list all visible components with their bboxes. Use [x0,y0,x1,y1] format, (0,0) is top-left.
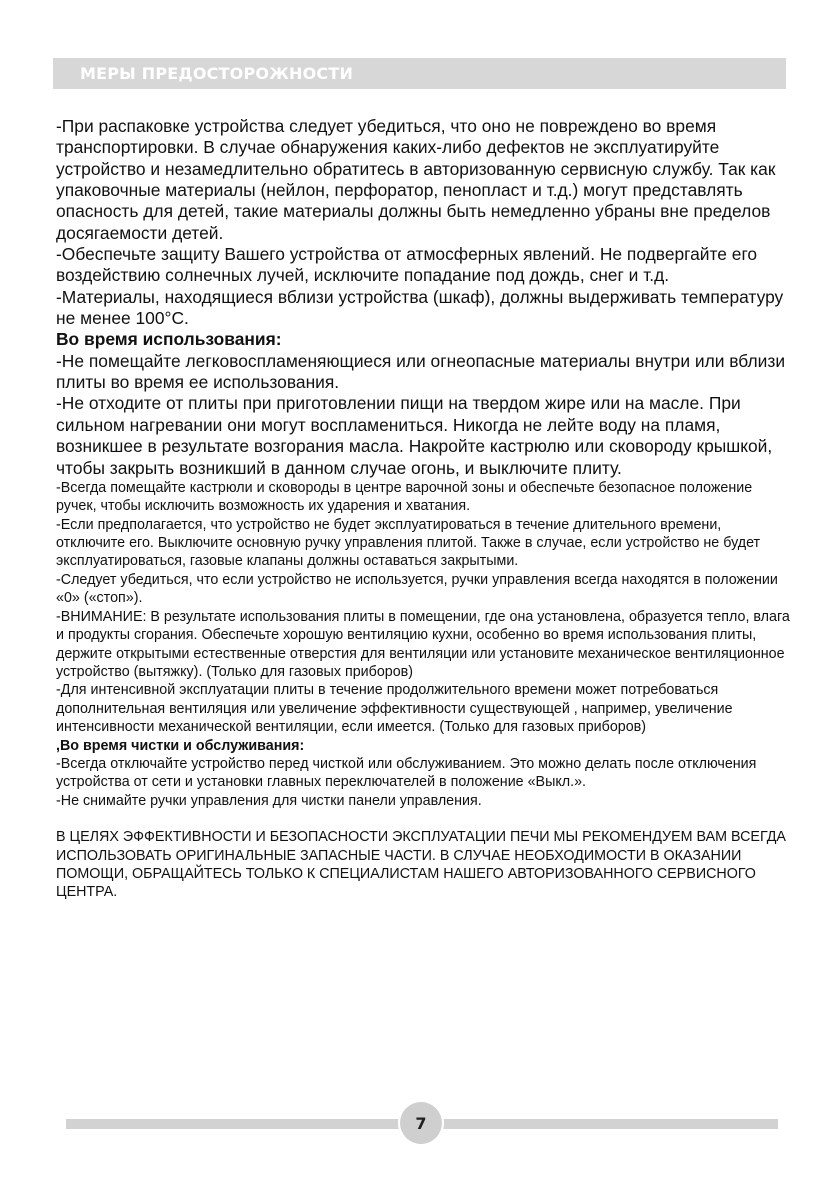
intro-paragraph-1: -При распаковке устройства следует убедиться, что оно не повреждено во время транспортировки. В случае обнаружения каких-либо дефектов не эксплуатируйте устройство и незамедлительно обратитесь в авторизованную сервисную службу. Так как упаковочные материалы (нейлон, перфоратор, пенопласт и т.д.) могут представлять опасность для детей, такие материалы должны быть немедленно убраны вне пределов досягаемости детей. [56,116,776,243]
usage-note-1: -Всегда помещайте кастрюли и сковороды в центре варочной зоны и обеспечьте безопасное положение ручек, чтобы исключить возможность их ударения и хватания. [56,479,753,515]
spare-parts-notice: В ЦЕЛЯХ ЭФФЕКТИВНОСТИ И БЕЗОПАСНОСТИ ЭКСПЛУАТАЦИИ ПЕЧИ МЫ РЕКОМЕНДУЕМ ВАМ ВСЕГДА ИСПОЛЬЗОВАТЬ ОРИГИНАЛЬНЫЕ ЗАПАСНЫЕ ЧАСТИ. В СЛУЧАЕ НЕОБХОДИМОСТИ В ОКАЗАНИИ ПОМОЩИ, ОБРАЩАЙТЕСЬ ТОЛЬКО К СПЕЦИАЛИСТАМ НАШЕГО АВТОРИЗОВАННОГО СЕРВИСНОГО ЦЕНТРА. [56,829,786,901]
cleaning-paragraph-2: -Не снимайте ручки управления для чистки панели управления. [56,792,482,809]
usage-note-3: -Следует убедиться, что если устройство не используется, ручки управления всегда находятся в положении «0» («стоп»). [56,571,778,607]
intro-paragraph-2: -Обеспечьте защиту Вашего устройства от атмосферных явлений. Не подвергайте его воздействию солнечных лучей, исключите попадание под дождь, снег и т.д. [56,244,758,286]
page-number: 7 [415,1113,427,1133]
page-number-badge [400,1102,442,1144]
usage-note-4: -ВНИМАНИЕ: В результате использования плиты в помещении, где она установлена, образуется тепло, влага и продукты сгорания. Обеспечьте хорошую вентиляцию кухни, особенно во время использования плиты, держите открытыми естественные отверстия для вентиляции или установите механическое вентиляционное устройство (вытяжку). (Только для газовых приборов) [56,608,790,680]
section-title: МЕРЫ ПРЕДОСТОРОЖНОСТИ [80,64,354,83]
intro-paragraph-3: -Материалы, находящиеся вблизи устройства (шкаф), должны выдерживать температуру не менее 100°С. [56,286,784,329]
usage-note-5: -Для интенсивной эксплуатации плиты в течение продолжительного времени может потребоваться дополнительная вентиляция или увеличение эффективности существующей , например, увеличение интенсивности механической вентиляции, если имеется. (Только для газовых приборов) [56,682,733,736]
usage-heading: Во время использования: [56,329,282,350]
usage-note-2: -Если предполагается, что устройство не будет эксплуатироваться в течение длительного времени, отключите его. Выключите основную ручку управления плитой. Также в случае, если устройство не будет эксплуатироваться, газовые клапаны должны оставаться закрытыми. [56,516,761,570]
cleaning-heading: ,Во время чистки и обслуживания: [56,737,305,754]
document-body [56,116,792,902]
section-header-bar [53,58,786,89]
usage-paragraph-2: -Не отходите от плиты при приготовлении пищи на твердом жире или на масле. При сильном нагревании они могут воспламениться. Никогда не лейте воду на пламя, возникшее в результате возгорания масла. Накройте кастрюлю или сковороду крышкой, чтобы закрыть возникший в данном случае огонь, и выключите плиту. [56,393,773,478]
cleaning-paragraph-1: -Всегда отключайте устройство перед чисткой или обслуживанием. Это можно делать после отключения устройства от сети и установки главных переключателей в положение «Выкл.». [56,755,757,791]
usage-paragraph-1: -Не помещайте легковоспламеняющиеся или огнеопасные материалы внутри или вблизи плиты во время ее использования. [56,350,786,393]
